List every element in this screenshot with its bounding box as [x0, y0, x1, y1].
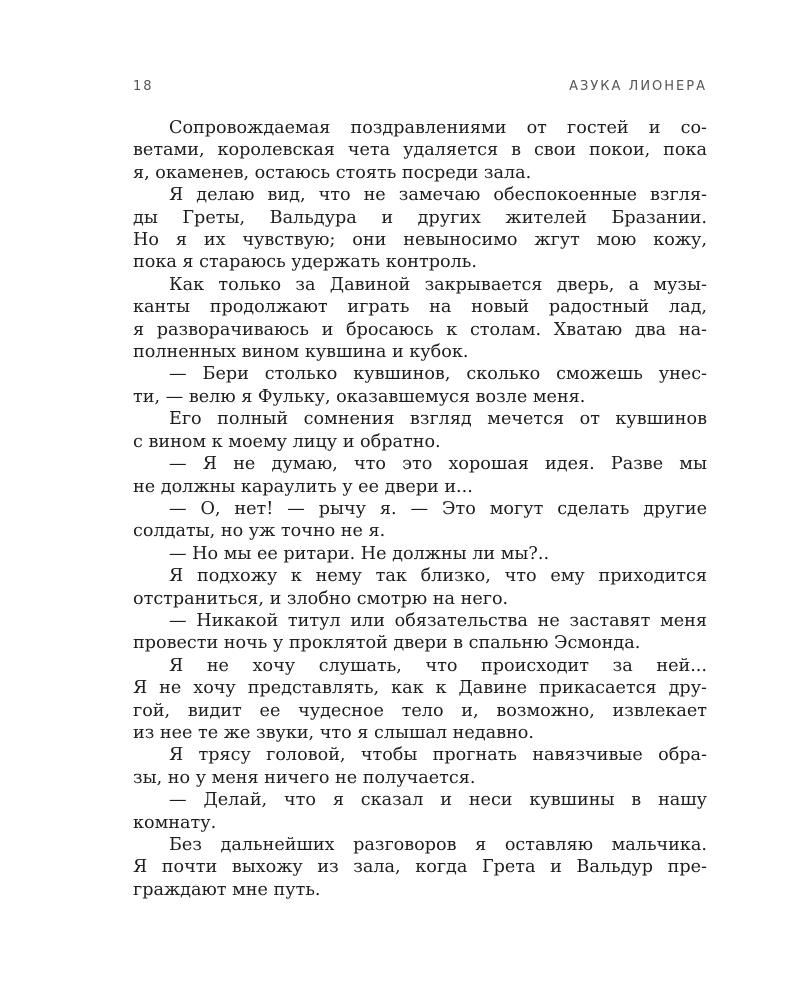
text-line: зы, но у меня ничего не получается.	[133, 767, 476, 788]
text-line: — Я не думаю, что это хорошая идея. Разве мы	[169, 454, 707, 475]
text-line: не должны караулить у ее двери и...	[133, 476, 473, 497]
paragraph	[133, 789, 707, 834]
text-line: канты продолжают играть на новый радостный лад,	[133, 297, 707, 318]
text-line: Как только за Давиной закрывается дверь, а музы-	[169, 274, 707, 295]
paragraph	[133, 543, 707, 565]
paragraph	[133, 744, 707, 789]
text-line: Я делаю вид, что не замечаю обеспокоенные взгля-	[169, 185, 707, 206]
paragraph	[133, 834, 707, 901]
text-line: из нее те же звуки, что я слышал недавно.	[133, 722, 534, 743]
text-line: Его полный сомнения взгляд мечется от кувшинов	[169, 409, 707, 430]
running-header	[133, 79, 707, 99]
book-author: АЗУКА ЛИОНЕРА	[569, 79, 707, 94]
text-line: Я не хочу слушать, что происходит за ней...	[169, 655, 707, 676]
text-line: ветами, королевская чета удаляется в свои покои, пока	[133, 140, 707, 161]
text-line: ды Греты, Вальдура и других жителей Бразании.	[133, 207, 707, 228]
text-line: пока я стараюсь удержать контроль.	[133, 252, 477, 273]
paragraph	[133, 184, 707, 274]
paragraph	[133, 117, 707, 184]
text-line: Но я их чувствую; они невыносимо жгут мою кожу,	[133, 230, 707, 251]
text-line: Я почти выхожу из зала, когда Грета и Вальдур пре-	[133, 857, 707, 878]
paragraph	[133, 274, 707, 364]
text-line: Я не хочу представлять, как к Давине прикасается дру-	[133, 678, 707, 699]
paragraph	[133, 655, 707, 745]
paragraph	[133, 453, 707, 498]
text-line: отстраниться, и злобно смотрю на него.	[133, 588, 509, 609]
text-line: — Бери столько кувшинов, сколько сможешь унес-	[169, 364, 707, 385]
text-line: — Никакой титул или обязательства не заставят меня	[169, 610, 707, 631]
text-line: я, окаменев, остаюсь стоять посреди зала.	[133, 162, 532, 183]
text-line: Я подхожу к нему так близко, что ему приходится	[169, 566, 707, 587]
text-line: гой, видит ее чудесное тело и, возможно, извлекает	[133, 700, 707, 721]
page-number: 18	[133, 79, 154, 94]
paragraph	[133, 363, 707, 408]
text-line: — Но мы ее ритари. Не должны ли мы?..	[169, 543, 550, 564]
paragraph	[133, 408, 707, 453]
text-line: я разворачиваюсь и бросаюсь к столам. Хватаю два на-	[133, 319, 707, 340]
text-line: граждают мне путь.	[133, 879, 321, 900]
text-line: — О, нет! — рычу я. — Это могут сделать другие	[169, 498, 707, 519]
text-line: — Делай, что я сказал и неси кувшины в нашу	[169, 790, 707, 811]
text-line: Без дальнейших разговоров я оставляю мальчика.	[169, 835, 707, 855]
paragraph	[133, 565, 707, 610]
paragraph	[133, 498, 707, 543]
text-line: провести ночь у проклятой двери в спальню Эсмонда.	[133, 633, 641, 654]
text-line: с вином к моему лицу и обратно.	[133, 431, 441, 452]
text-line: Я трясу головой, чтобы прогнать навязчивые обра-	[169, 745, 707, 766]
text-line: солдаты, но уж точно не я.	[133, 521, 386, 542]
text-line: полненных вином кувшина и кубок.	[133, 342, 469, 363]
paragraph	[133, 610, 707, 655]
body-text	[133, 117, 707, 901]
text-line: ти, — велю я Фульку, оказавшемуся возле меня.	[133, 386, 586, 407]
text-line: Сопровождаемая поздравлениями от гостей и со-	[169, 118, 707, 138]
text-line: комнату.	[133, 812, 217, 833]
